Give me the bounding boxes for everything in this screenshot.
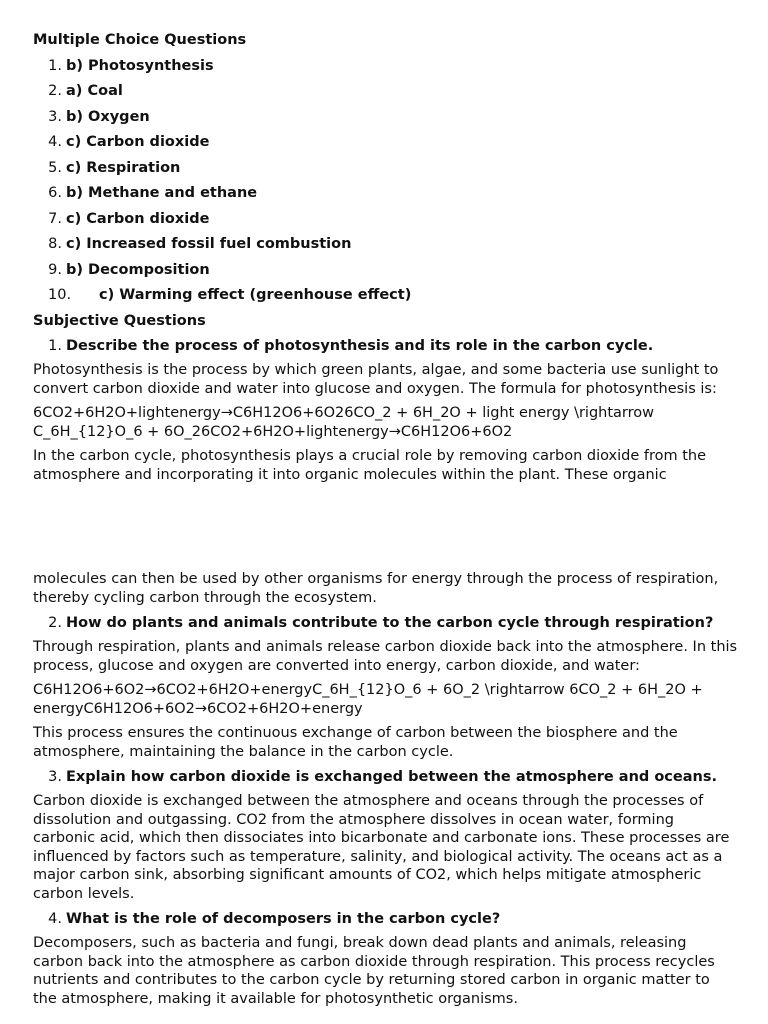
mcq-number: 2. (48, 83, 62, 99)
mcq-answer: b) Photosynthesis (66, 57, 214, 74)
mcq-item (33, 107, 738, 127)
mcq-answer: a) Coal (66, 83, 123, 99)
mcq-number: 8. (48, 236, 62, 252)
mcq-item (33, 56, 738, 76)
mcq-answer: c) Respiration (66, 159, 181, 176)
mcq-number: 7. (48, 210, 62, 227)
mcq-answer: c) Warming effect (greenhouse effect) (99, 287, 412, 303)
mcq-item (33, 132, 738, 152)
answer-paragraph: In the carbon cycle, photosynthesis plays a crucial role by removing carbon dioxide from the atmosphere and incorporating it into organic molecules within the plant. These organic (33, 448, 707, 483)
document-page (33, 30, 738, 1014)
answer-paragraph: molecules can then be used by other organisms for energy through the process of respiration, thereby cycling carbon through the ecosystem. (33, 571, 719, 606)
answer-paragraph: This process ensures the continuous exchange of carbon between the biosphere and the atmosphere, maintaining the balance in the carbon cycle. (33, 725, 678, 760)
mcq-heading: Multiple Choice Questions (33, 32, 247, 48)
mcq-number: 6. (48, 185, 62, 201)
answer-paragraph: Photosynthesis is the process by which green plants, algae, and some bacteria use sunlight to convert carbon dioxide and water into glucose and oxygen. The formula for photosynthesis is: (33, 362, 719, 397)
mcq-number: 5. (48, 159, 62, 176)
mcq-number: 4. (48, 134, 62, 150)
question-number: 4. (48, 911, 62, 927)
answer-paragraph: Through respiration, plants and animals release carbon dioxide back into the atmosphere. In this process, glucose and oxygen are converted into energy, carbon dioxide, and water: (33, 639, 738, 674)
formula-paragraph: C6H12O6+6O2→6CO2+6H2O+energyC_6H_{12}O_6 + 6O_2 \rightarrow 6CO_2 + 6H_2O + energyC6H12O6+6O2→6CO2+6H2O+energy (33, 682, 703, 717)
question-3 (33, 767, 738, 787)
question-2 (33, 613, 738, 633)
mcq-item (33, 285, 738, 305)
answer-paragraph: Carbon dioxide is exchanged between the atmosphere and oceans through the processes of dissolution and outgassing. CO2 from the atmosphere dissolves in ocean water, forming carbonic acid, which then dissociates into bicarbonate and carbonate ions. These processes are influenced by factors such as temperature, salinity, and biological activity. The oceans act as a major carbon sink, absorbing significant amounts of CO2, which helps mitigate atmospheric carbon levels. (33, 793, 730, 902)
mcq-answer: b) Decomposition (66, 261, 210, 278)
mcq-answer: c) Increased fossil fuel combustion (66, 236, 352, 252)
question-number: 3. (48, 769, 62, 785)
question-1 (33, 336, 738, 356)
formula-paragraph: 6CO2+6H2O+lightenergy→C6H12O6+6O26CO_2 + 6H_2O + light energy \rightarrow C_6H_{12}O_6 + 6O_26CO2+6H2O+lightenergy→C6H12O6+6O2 (33, 405, 655, 440)
mcq-item (33, 158, 738, 178)
mcq-answer: b) Methane and ethane (66, 185, 258, 201)
page-break-gap (33, 490, 738, 570)
mcq-answer: c) Carbon dioxide (66, 134, 210, 150)
question-text: How do plants and animals contribute to the carbon cycle through respiration? (66, 615, 714, 631)
mcq-item (33, 209, 738, 229)
mcq-number: 10. (48, 287, 72, 303)
mcq-item (33, 234, 738, 254)
mcq-number: 3. (48, 108, 62, 125)
question-text: Describe the process of photosynthesis and its role in the carbon cycle. (66, 338, 654, 354)
question-number: 1. (48, 338, 62, 354)
answer-paragraph: Decomposers, such as bacteria and fungi, break down dead plants and animals, releasing carbon back into the atmosphere as carbon dioxide through respiration. This process recycles nutrients and contributes to the carbon cycle by returning stored carbon in organic matter to the atmosphere, making it available for photosynthetic organisms. (33, 935, 715, 1007)
mcq-item (33, 260, 738, 280)
question-text: Explain how carbon dioxide is exchanged between the atmosphere and oceans. (66, 769, 717, 785)
subjective-heading: Subjective Questions (33, 312, 206, 329)
mcq-item (33, 81, 738, 101)
mcq-answer: b) Oxygen (66, 108, 150, 125)
question-text: What is the role of decomposers in the carbon cycle? (66, 911, 501, 927)
question-number: 2. (48, 615, 62, 631)
question-4 (33, 909, 738, 929)
mcq-item (33, 183, 738, 203)
mcq-number: 1. (48, 57, 62, 74)
mcq-answer: c) Carbon dioxide (66, 210, 210, 227)
mcq-number: 9. (48, 261, 62, 278)
